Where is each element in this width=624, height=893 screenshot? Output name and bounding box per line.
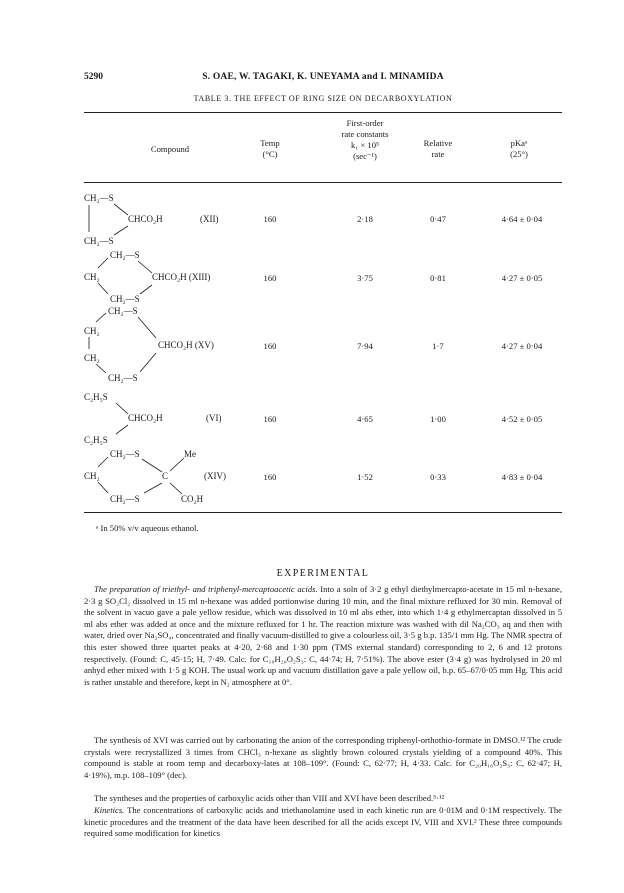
formula-xiv-center: C <box>162 471 169 481</box>
bond <box>98 283 108 294</box>
structure-vi <box>84 390 244 450</box>
table-footnote: ᵃ In 50% v/v aqueous ethanol. <box>96 523 199 533</box>
relative-vi: 1·00 <box>430 414 446 424</box>
formula-xv-top: CH₂—S <box>108 306 138 316</box>
table-caption: TABLE 3. THE EFFECT OF RING SIZE ON DECARBOXYLATION <box>193 94 453 103</box>
temp-xii: 160 <box>263 214 277 224</box>
author-line: S. OAE, W. TAGAKI, K. UNEYAMA and I. MINAMIDA <box>202 72 444 82</box>
structure-xiii-drawing <box>84 248 264 308</box>
bond <box>170 483 182 494</box>
paragraph-preparation <box>84 584 562 688</box>
pka-xiv: 4·83 ± 0·04 <box>501 472 543 482</box>
bond <box>96 313 106 322</box>
paragraph-lead-kinetics: Kinetics. <box>94 805 125 815</box>
formula-xv-left-top: CH₂ <box>84 326 100 336</box>
formula-vi-bottom: C₂H₅S <box>84 435 108 445</box>
structure-xiv-drawing <box>84 446 264 508</box>
formula-xiii-left: CH₂ <box>84 272 100 282</box>
bond <box>98 457 108 467</box>
paragraph-body-syntheses: The syntheses and the properties of carboxylic acids other than VIII and XVI have been described.⁵·¹² <box>94 793 445 803</box>
formula-xiii-top: CH₂—S <box>110 250 140 260</box>
page-number: 5290 <box>84 72 103 82</box>
formula-xii-bottom: CH₂—S <box>84 236 114 246</box>
bond <box>142 459 162 472</box>
bond <box>140 285 152 294</box>
bond <box>138 261 152 273</box>
paragraph-lead-preparation: The preparation of triethyl- and triphenyl-mercaptoacetic acids. <box>94 584 318 594</box>
col-header-rate: First-order rate constants k₁ × 10⁵ (sec⁻¹) <box>341 118 389 161</box>
structure-xv <box>84 305 264 387</box>
bond <box>170 458 184 471</box>
col-header-pka: pKaᵃ (25°) <box>510 138 528 159</box>
bond <box>140 353 156 372</box>
pka-vi: 4·52 ± 0·05 <box>501 414 543 424</box>
formula-vi-mid: CHCO₂H <box>128 413 163 423</box>
rate-xv: 7·94 <box>357 341 373 351</box>
compound-label-vi: (VI) <box>206 413 222 423</box>
formula-xiii-mid: CHCO₂H (XIII) <box>152 272 211 282</box>
bond <box>114 204 128 215</box>
bond <box>96 364 106 373</box>
table-top-rule <box>84 112 562 113</box>
paragraph-body-preparation: Into a soln of 3·2 g ethyl diethylmercapto-acetate in 15 ml n-hexane, 2·3 g SO₂Cl₂ dissolved in 15 ml n-hexane was added portionwise during 10 min, and the final mixture refluxed for 30 min. Removal of the solvent in vacuo gave a pale yellow residue, which was dissolved in 10 ml abs ether, into which 1·4 g ethylmercaptan dissolved in 5 ml abs ether was added at once and the mixture refluxed for 1 hr. The reaction mixture was washed with dil Na₂CO₃ aq and then with water, dried over Na₂SO₄, concentrated and finally vacuum-distilled to give a colourless oil, 3·5 g b.p. 135/1 mm Hg. The NMR spectra of this ester showed three quartet peaks at 4·20, 2·68 and 1·30 ppm (TMS external standard) corresponding to 2, 6 and 12 protons respectively. (Found: C, 45·15; H, 7·49. Calc. for C₁₀H₂₀O₂S₃: C, 44·74; H, 7·51%). The above ester (3·4 g) was hydrolysed in 20 ml anhyd ether mixed with 1·5 g KOH. The usual work up and vacuum distillation gave a pale yellow oil, b.p. 65–67/0·05 mm Hg. This acid is rather unstable and therefore, kept in N₂ atmosphere at 0°. <box>84 584 562 687</box>
col-header-compound: Compound <box>150 144 190 154</box>
table-bottom-rule <box>84 512 562 513</box>
bond <box>116 403 128 414</box>
formula-xiii-bottom: CH₂—S <box>110 294 140 304</box>
relative-xv: 1·7 <box>432 341 444 351</box>
temp-vi: 160 <box>263 414 277 424</box>
paragraph-syntheses <box>84 793 562 805</box>
formula-xii-mid: CHCO₂H <box>128 214 163 224</box>
formula-xiv-bottom: CH₂—S <box>110 494 140 504</box>
formula-xiv-me: Me <box>184 449 196 459</box>
table-header-rule <box>84 182 562 183</box>
bond <box>114 226 128 235</box>
compound-label-xii: (XII) <box>200 214 219 224</box>
rate-xii: 2·18 <box>357 214 373 224</box>
formula-xv-bottom: CH₂—S <box>108 373 138 383</box>
relative-xiv: 0·33 <box>430 472 446 482</box>
pka-xv: 4·27 ± 0·04 <box>501 341 543 351</box>
running-header <box>84 72 562 86</box>
formula-vi-top: C₂H₅S <box>84 392 108 402</box>
col-header-temp: Temp (°C) <box>260 138 280 159</box>
temp-xv: 160 <box>263 341 277 351</box>
temp-xiv: 160 <box>263 472 277 482</box>
rate-vi: 4·65 <box>357 414 373 424</box>
structure-xv-drawing <box>84 305 264 387</box>
paragraph-body-synthesis-xvi: The synthesis of XVI was carried out by carbonating the anion of the corresponding triphenyl-orthothio-formate in DMSO.¹² The crude crystals were recrystallized 3 times from CHCl₃ n-hexane as slightly brown coloured crystals yielding of a compound 40%. This compound is stable at room temp and decarboxy-lates at 108–109°. (Found: C, 62·77; H, 4·33. Calc. for C₂₀H₁₆O₂S₃: C, 62·47; H, 4·19%), m.p. 108–109° (dec). <box>84 735 562 780</box>
paragraph-synthesis-xvi <box>84 735 562 781</box>
col-header-relative: Relative rate <box>423 138 453 159</box>
formula-xiv-acid: CO₂H <box>181 494 204 504</box>
pka-xii: 4·64 ± 0·04 <box>501 214 543 224</box>
formula-xv-left-bottom: CH₂ <box>84 353 100 363</box>
formula-xiv-top: CH₂—S <box>110 449 140 459</box>
structure-xiii <box>84 248 264 308</box>
formula-xii-top: CH₂—S <box>84 193 114 203</box>
formula-xv-mid: CHCO₂H (XV) <box>158 340 214 350</box>
paragraph-kinetics <box>84 805 562 840</box>
structure-vi-drawing <box>84 390 244 450</box>
rate-xiii: 3·75 <box>357 273 373 283</box>
structure-xiv <box>84 446 264 508</box>
compound-label-xiv: (XIV) <box>204 471 226 481</box>
relative-xii: 0·47 <box>430 214 446 224</box>
formula-xiv-left: CH₂ <box>84 471 100 481</box>
bond <box>98 258 108 268</box>
pka-xiii: 4·27 ± 0·05 <box>501 273 543 283</box>
relative-xiii: 0·81 <box>430 273 446 283</box>
bond <box>98 482 108 493</box>
structure-xii <box>84 192 234 252</box>
rate-xiv: 1·52 <box>357 472 373 482</box>
paragraph-body-kinetics: The concentrations of carboxylic acids and triethanolamine used in each kinetic run are 0·01M and 0·1M respectively. The kinetic procedures and the treatment of the data have been described for all the acids except IV, VIII and XVI.² These three compounds required some modification for kinetics <box>84 805 562 839</box>
bond <box>144 483 162 493</box>
section-heading: EXPERIMENTAL <box>276 568 370 579</box>
bond <box>138 317 156 338</box>
structure-xii-drawing <box>84 192 234 252</box>
bond <box>116 425 128 434</box>
temp-xiii: 160 <box>263 273 277 283</box>
